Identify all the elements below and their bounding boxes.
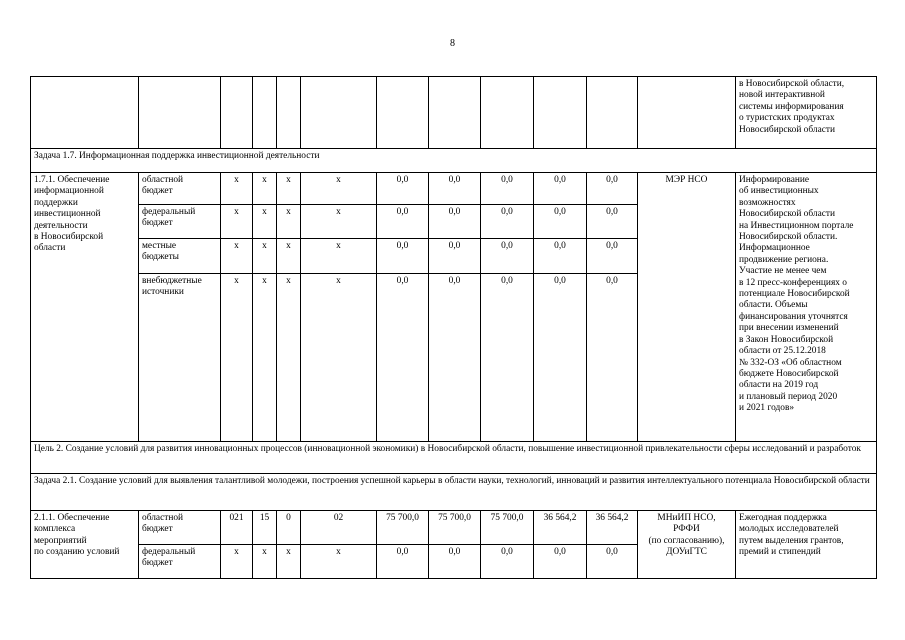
cell-empty [638, 77, 736, 149]
executor-cell: МЭР НСО [638, 173, 736, 442]
code-cell: х [301, 274, 377, 442]
amount-cell: 75 700,0 [377, 511, 429, 545]
amount-cell: 0,0 [377, 239, 429, 274]
table-row [31, 77, 877, 149]
amount-cell: 75 700,0 [429, 511, 481, 545]
code-cell: х [253, 205, 277, 239]
code-cell: х [221, 205, 253, 239]
amount-cell: 0,0 [534, 545, 587, 579]
executor-cell: МНиИП НСО, РФФИ (по согласованию), ДОУиГТС [638, 511, 736, 579]
amount-cell: 0,0 [481, 173, 534, 205]
cell-empty [139, 77, 221, 149]
goal-heading: Цель 2. Создание условий для развития инновационных процессов (инновационной экономики) в Новосибирской области, повышение инвестиционной привлекательности сферы исследований и разработок [31, 442, 877, 474]
code-cell: х [301, 205, 377, 239]
table-row [31, 511, 877, 545]
code-cell: х [221, 173, 253, 205]
amount-cell: 0,0 [429, 545, 481, 579]
code-cell: х [277, 545, 301, 579]
amount-cell: 36 564,2 [587, 511, 638, 545]
amount-cell: 0,0 [481, 545, 534, 579]
code-cell: х [277, 274, 301, 442]
amount-cell: 0,0 [534, 173, 587, 205]
amount-cell: 0,0 [429, 173, 481, 205]
funding-source: внебюджетные источники [139, 274, 221, 442]
amount-cell: 0,0 [481, 274, 534, 442]
amount-cell: 0,0 [587, 274, 638, 442]
code-cell: х [253, 274, 277, 442]
amount-cell: 0,0 [481, 205, 534, 239]
code-cell: 021 [221, 511, 253, 545]
code-cell: х [277, 173, 301, 205]
table-row [31, 173, 877, 205]
code-cell: х [221, 274, 253, 442]
task-heading: Задача 2.1. Создание условий для выявления талантливой молодежи, построения успешной карьеры в области науки, технологий, инноваций и развития интеллектуального потенциала Новосибирской области [31, 474, 877, 511]
amount-cell: 0,0 [587, 173, 638, 205]
measure-name: 2.1.1. Обеспечение комплекса мероприятий по созданию условий [31, 511, 139, 579]
task-row [31, 149, 877, 173]
code-cell: х [253, 545, 277, 579]
code-cell: 02 [301, 511, 377, 545]
funding-source: федеральный бюджет [139, 545, 221, 579]
funding-source: областной бюджет [139, 173, 221, 205]
code-cell: х [301, 239, 377, 274]
code-cell: х [221, 239, 253, 274]
code-cell: х [277, 239, 301, 274]
code-cell: х [301, 545, 377, 579]
page-number: 8 [450, 38, 455, 49]
amount-cell: 0,0 [534, 205, 587, 239]
result-cell: Информирование об инвестиционных возможностях Новосибирской области на Инвестиционном портале Новосибирской области. Информационное продвижение региона. Участие не менее чем в 12 пресс-конференциях о потенциале Новосибирской области. Объемы финансирования уточнятся при внесении изменений в Закон Новосибирской области от 25.12.2018 № 332-ОЗ «Об областном бюджете Новосибирской области на 2019 год и плановый период 2020 и 2021 годов» [736, 173, 877, 442]
code-cell: х [301, 173, 377, 205]
amount-cell: 0,0 [534, 274, 587, 442]
table-row [31, 474, 877, 511]
cell-empty [534, 77, 587, 149]
cell-empty [253, 77, 277, 149]
code-cell: х [221, 545, 253, 579]
amount-cell: 36 564,2 [534, 511, 587, 545]
amount-cell: 0,0 [429, 274, 481, 442]
amount-cell: 0,0 [429, 239, 481, 274]
funding-source: федеральный бюджет [139, 205, 221, 239]
amount-cell: 75 700,0 [481, 511, 534, 545]
cell-empty [301, 77, 377, 149]
cell-empty [587, 77, 638, 149]
code-cell: х [253, 173, 277, 205]
code-cell: х [253, 239, 277, 274]
amount-cell: 0,0 [587, 239, 638, 274]
amount-cell: 0,0 [377, 173, 429, 205]
amount-cell: 0,0 [377, 274, 429, 442]
amount-cell: 0,0 [481, 239, 534, 274]
table-row [31, 442, 877, 474]
cell-empty [429, 77, 481, 149]
cell-empty [221, 77, 253, 149]
amount-cell: 0,0 [429, 205, 481, 239]
result-cell: в Новосибирской области, новой интерактивной системы информирования о туристских продуктах Новосибирской области [736, 77, 877, 149]
result-cell: Ежегодная поддержка молодых исследователей путем выделения грантов, премий и стипендий [736, 511, 877, 579]
funding-source: местные бюджеты [139, 239, 221, 274]
funding-source: областной бюджет [139, 511, 221, 545]
code-cell: 0 [277, 511, 301, 545]
cell-empty [481, 77, 534, 149]
cell-empty [377, 77, 429, 149]
code-cell: 15 [253, 511, 277, 545]
amount-cell: 0,0 [377, 205, 429, 239]
cell-empty [277, 77, 301, 149]
amount-cell: 0,0 [377, 545, 429, 579]
code-cell: х [277, 205, 301, 239]
amount-cell: 0,0 [587, 545, 638, 579]
program-table [30, 76, 877, 579]
cell-empty [31, 77, 139, 149]
amount-cell: 0,0 [534, 239, 587, 274]
amount-cell: 0,0 [587, 205, 638, 239]
table-body [31, 77, 877, 579]
measure-name: 1.7.1. Обеспечение информационной поддержки инвестиционной деятельности в Новосибирской области [31, 173, 139, 442]
task-heading: Задача 1.7. Информационная поддержка инвестиционной деятельности [31, 149, 877, 173]
